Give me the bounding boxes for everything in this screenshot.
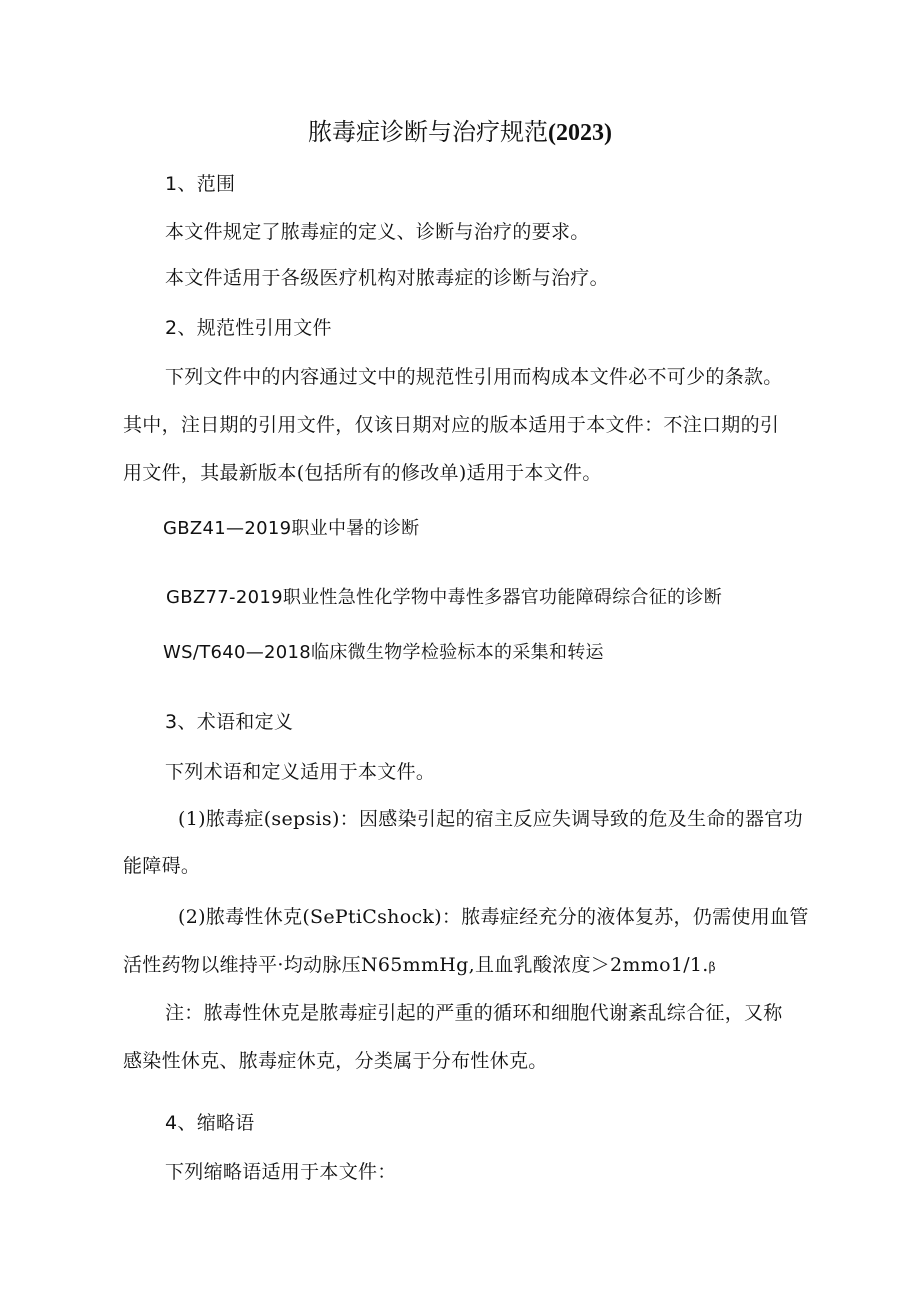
note-line: 感染性休克、脓毒症休克，分类属于分布性休克。: [123, 1050, 548, 1072]
definition-line: 能障碍。: [123, 855, 201, 877]
section-heading-terms-definitions: 3、术语和定义: [165, 711, 294, 733]
definition-line: (1)脓毒症(sepsis)：因感染引起的宿主反应失调导致的危及生命的器官功: [178, 808, 803, 830]
note-line: 注：脓毒性休克是脓毒症引起的严重的循环和细胞代谢紊乱综合征，又称: [165, 1002, 783, 1024]
reference-item: GBZ77-2019职业性急性化学物中毒性多器官功能障碍综合征的诊断: [166, 587, 723, 608]
paragraph: 本文件适用于各级医疗机构对脓毒症的诊断与治疗。: [165, 267, 609, 289]
paragraph: 本文件规定了脓毒症的定义、诊断与治疗的要求。: [165, 221, 590, 243]
definition-line: (2)脓毒性休克(SePtiCshock)：脓毒症经充分的液体复苏，仍需使用血管: [178, 906, 809, 928]
paragraph-line: 用文件，其最新版本(包括所有的修改单)适用于本文件。: [123, 462, 602, 484]
section-heading-abbreviations: 4、缩略语: [165, 1112, 255, 1134]
section-heading-normative-references: 2、规范性引用文件: [165, 317, 332, 339]
definition-text: 活性药物以维持平·均动脉压N65mmHg,且血乳酸浓度＞2mmo1∕1.: [123, 954, 709, 976]
title-text: 脓毒症诊断与治疗规范: [308, 118, 548, 146]
reference-item: GBZ41—2019职业中暑的诊断: [163, 518, 420, 539]
paragraph-line: 其中，注日期的引用文件，仅该日期对应的版本适用于本文件：不注口期的引: [123, 414, 780, 436]
definition-line: [123, 953, 716, 979]
reference-item: WS/T640—2018临床微生物学检验标本的采集和转运: [163, 642, 604, 663]
paragraph: 下列缩略语适用于本文件：: [165, 1161, 397, 1183]
definition-suffix: β: [708, 960, 716, 974]
section-heading-scope: 1、范围: [165, 173, 236, 195]
paragraph: 下列术语和定义适用于本文件。: [165, 761, 436, 783]
paragraph-line: 下列文件中的内容通过文中的规范性引用而构成本文件必不可少的条款。: [165, 366, 783, 388]
title-year: (2023): [548, 120, 612, 146]
document-title: [0, 116, 920, 149]
